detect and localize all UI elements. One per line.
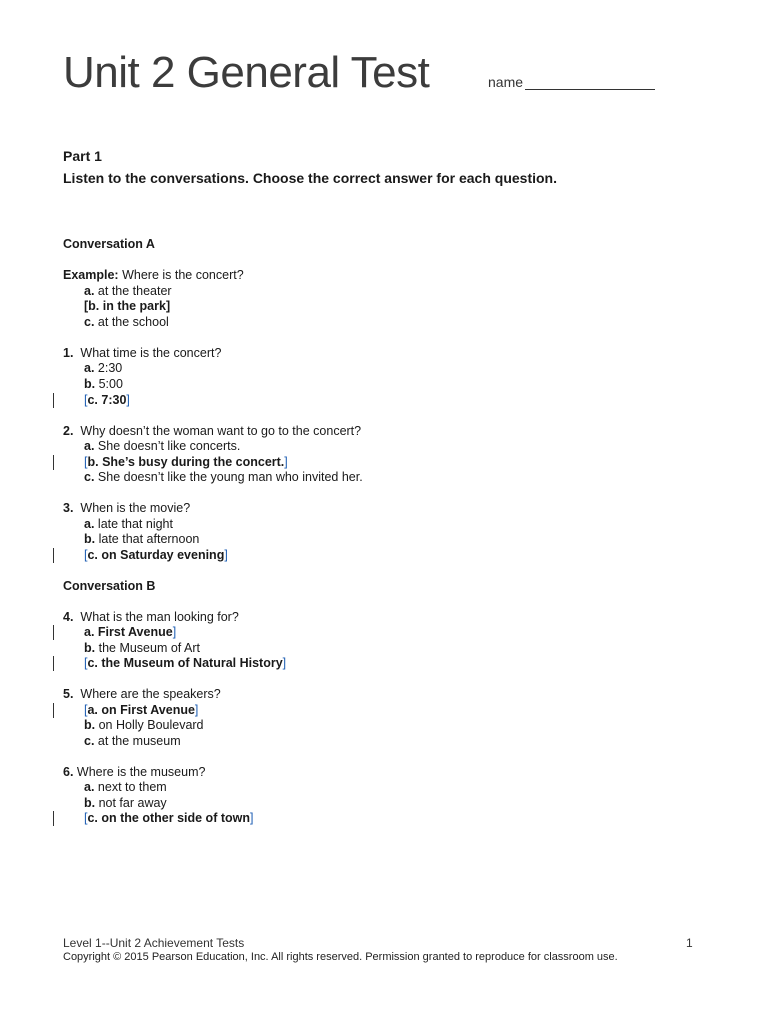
conversation-a-heading: Conversation A <box>63 237 155 251</box>
question-6-option-b: b. not far away <box>84 796 167 810</box>
page-number: 1 <box>686 936 693 950</box>
example-option-b: [b. in the park] <box>84 299 171 313</box>
example-option-c: c. at the school <box>84 315 169 329</box>
name-label: name <box>488 74 524 90</box>
change-bar <box>53 656 54 671</box>
change-bar <box>53 811 54 826</box>
page-title: Unit 2 General Test <box>63 48 430 97</box>
question-5-option-b: b. on Holly Boulevard <box>84 718 204 732</box>
question-2: 2. Why doesn’t the woman want to go to the concert? <box>63 424 362 438</box>
question-3-option-a: a. late that night <box>84 517 173 531</box>
example-question: Example: Where is the concert? <box>63 268 244 282</box>
question-2-answer: [b. She’s busy during the concert.] <box>84 455 288 469</box>
copyright: Copyright © 2015 Pearson Education, Inc. All rights reserved. Permission granted to reproduce for classroom use. <box>63 951 618 963</box>
change-bar <box>53 625 54 640</box>
change-bar <box>53 455 54 470</box>
question-6-option-a: a. next to them <box>84 780 167 794</box>
question-4-option-b: b. the Museum of Art <box>84 641 201 655</box>
question-1: 1. What time is the concert? <box>63 346 222 360</box>
question-4-answer-c: [c. the Museum of Natural History] <box>84 656 287 670</box>
question-3-answer: [c. on Saturday evening] <box>84 548 228 562</box>
question-5: 5. Where are the speakers? <box>63 687 221 701</box>
change-bar <box>53 548 54 563</box>
question-2-option-a: a. She doesn’t like concerts. <box>84 439 241 453</box>
question-4: 4. What is the man looking for? <box>63 610 239 624</box>
question-1-option-b: b. 5:00 <box>84 377 123 391</box>
part-label: Part 1 <box>63 148 102 164</box>
conversation-b-heading: Conversation B <box>63 579 156 593</box>
question-3: 3. When is the movie? <box>63 501 191 515</box>
question-1-option-a: a. 2:30 <box>84 361 123 375</box>
instructions: Listen to the conversations. Choose the correct answer for each question. <box>63 170 557 186</box>
question-4-answer-a: a. First Avenue] <box>84 625 177 639</box>
question-2-option-c: c. She doesn’t like the young man who invited her. <box>84 470 363 484</box>
question-5-option-c: c. at the museum <box>84 734 181 748</box>
question-6: 6. Where is the museum? <box>63 765 206 779</box>
question-3-option-b: b. late that afternoon <box>84 532 200 546</box>
question-1-answer: [c. 7:30] <box>84 393 130 407</box>
change-bar <box>53 703 54 718</box>
name-line <box>525 75 655 90</box>
example-option-a: a. at the theater <box>84 284 172 298</box>
footer-title: Level 1--Unit 2 Achievement Tests <box>63 936 245 950</box>
change-bar <box>53 393 54 408</box>
question-6-answer: [c. on the other side of town] <box>84 811 254 825</box>
question-5-answer: [a. on First Avenue] <box>84 703 199 717</box>
name-field <box>488 74 655 90</box>
